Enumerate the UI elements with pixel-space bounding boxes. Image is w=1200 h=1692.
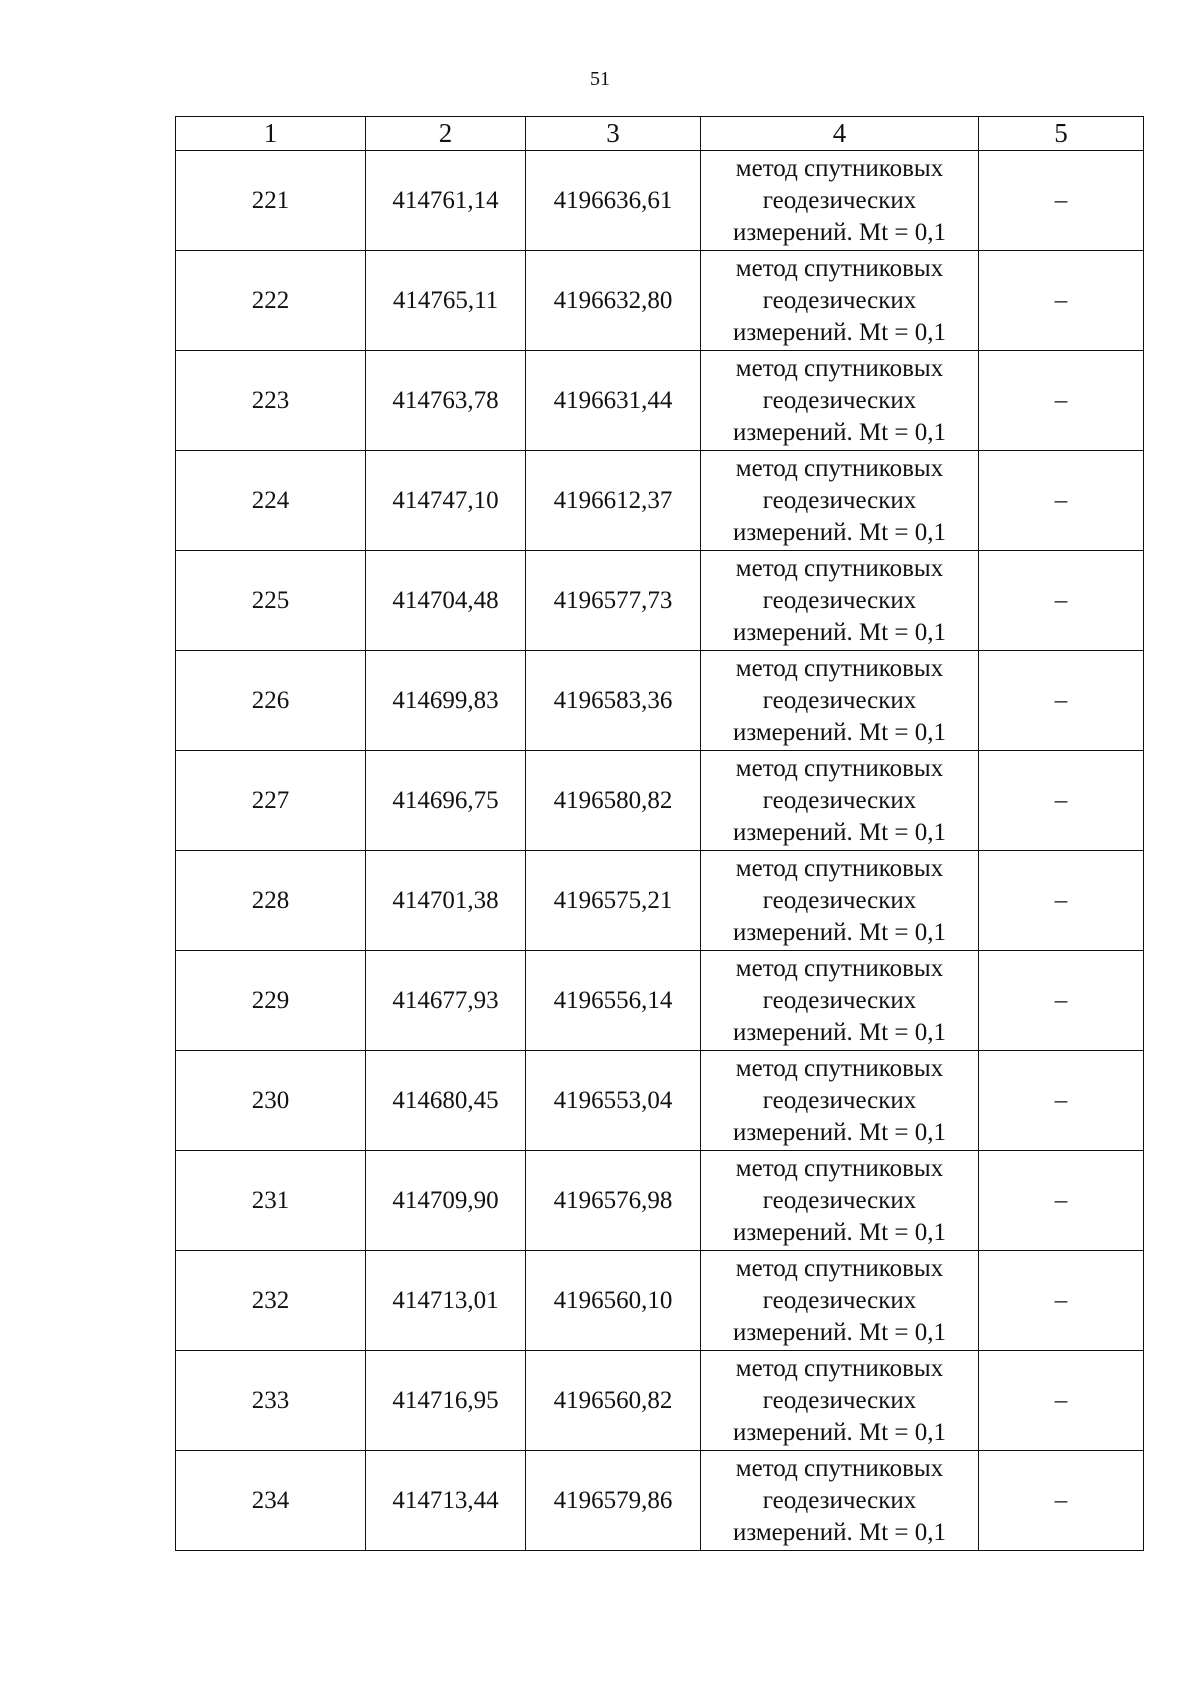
point-number-cell: 234 bbox=[176, 1451, 366, 1551]
point-number-cell: 230 bbox=[176, 1051, 366, 1151]
method-line: метод спутниковых bbox=[735, 454, 944, 482]
method-line: измерений. Mt = 0,1 bbox=[732, 618, 947, 646]
method-cell bbox=[701, 651, 979, 751]
table-row bbox=[176, 351, 1144, 451]
method-cell bbox=[701, 351, 979, 451]
method-line: геодезических bbox=[762, 686, 917, 714]
y-coordinate-cell: 4196577,73 bbox=[526, 551, 701, 651]
x-coordinate-cell: 414765,11 bbox=[366, 251, 526, 351]
method-line: геодезических bbox=[762, 786, 917, 814]
x-coordinate-cell: 414713,01 bbox=[366, 1251, 526, 1351]
point-number-cell: 221 bbox=[176, 151, 366, 251]
method-line: метод спутниковых bbox=[735, 1154, 944, 1182]
point-number-cell: 232 bbox=[176, 1251, 366, 1351]
header-col-2: 2 bbox=[366, 117, 526, 151]
method-line: метод спутниковых bbox=[735, 754, 944, 782]
table-row bbox=[176, 251, 1144, 351]
method-cell bbox=[701, 1051, 979, 1151]
note-cell: – bbox=[979, 151, 1144, 251]
header-col-3: 3 bbox=[526, 117, 701, 151]
x-coordinate-cell: 414704,48 bbox=[366, 551, 526, 651]
note-cell: – bbox=[979, 951, 1144, 1051]
method-line: метод спутниковых bbox=[735, 254, 944, 282]
method-cell bbox=[701, 551, 979, 651]
y-coordinate-cell: 4196583,36 bbox=[526, 651, 701, 751]
method-line: измерений. Mt = 0,1 bbox=[732, 918, 947, 946]
method-line: измерений. Mt = 0,1 bbox=[732, 318, 947, 346]
header-col-1: 1 bbox=[176, 117, 366, 151]
method-line: измерений. Mt = 0,1 bbox=[732, 418, 947, 446]
method-cell bbox=[701, 751, 979, 851]
x-coordinate-cell: 414709,90 bbox=[366, 1151, 526, 1251]
method-line: геодезических bbox=[762, 1486, 917, 1514]
coordinates-table bbox=[175, 116, 1144, 1551]
x-coordinate-cell: 414713,44 bbox=[366, 1451, 526, 1551]
y-coordinate-cell: 4196575,21 bbox=[526, 851, 701, 951]
point-number-cell: 226 bbox=[176, 651, 366, 751]
table-row bbox=[176, 1351, 1144, 1451]
note-cell: – bbox=[979, 1051, 1144, 1151]
point-number-cell: 229 bbox=[176, 951, 366, 1051]
header-col-4: 4 bbox=[701, 117, 979, 151]
table-row bbox=[176, 551, 1144, 651]
method-cell bbox=[701, 1251, 979, 1351]
note-cell: – bbox=[979, 1251, 1144, 1351]
method-line: метод спутниковых bbox=[735, 154, 944, 182]
method-line: геодезических bbox=[762, 886, 917, 914]
y-coordinate-cell: 4196560,82 bbox=[526, 1351, 701, 1451]
method-cell bbox=[701, 1451, 979, 1551]
x-coordinate-cell: 414747,10 bbox=[366, 451, 526, 551]
method-line: метод спутниковых bbox=[735, 954, 944, 982]
method-line: геодезических bbox=[762, 386, 917, 414]
method-line: геодезических bbox=[762, 586, 917, 614]
method-line: измерений. Mt = 0,1 bbox=[732, 818, 947, 846]
note-cell: – bbox=[979, 1451, 1144, 1551]
method-cell bbox=[701, 1151, 979, 1251]
method-cell bbox=[701, 1351, 979, 1451]
x-coordinate-cell: 414699,83 bbox=[366, 651, 526, 751]
y-coordinate-cell: 4196612,37 bbox=[526, 451, 701, 551]
point-number-cell: 222 bbox=[176, 251, 366, 351]
method-line: геодезических bbox=[762, 1286, 917, 1314]
method-line: метод спутниковых bbox=[735, 854, 944, 882]
table-row bbox=[176, 951, 1144, 1051]
note-cell: – bbox=[979, 251, 1144, 351]
x-coordinate-cell: 414716,95 bbox=[366, 1351, 526, 1451]
table-body bbox=[176, 151, 1144, 1551]
method-line: измерений. Mt = 0,1 bbox=[732, 518, 947, 546]
table-row bbox=[176, 1251, 1144, 1351]
x-coordinate-cell: 414761,14 bbox=[366, 151, 526, 251]
table-row bbox=[176, 451, 1144, 551]
point-number-cell: 233 bbox=[176, 1351, 366, 1451]
method-line: измерений. Mt = 0,1 bbox=[732, 1018, 947, 1046]
note-cell: – bbox=[979, 751, 1144, 851]
method-line: геодезических bbox=[762, 1386, 917, 1414]
y-coordinate-cell: 4196556,14 bbox=[526, 951, 701, 1051]
method-line: геодезических bbox=[762, 1086, 917, 1114]
method-cell bbox=[701, 951, 979, 1051]
point-number-cell: 231 bbox=[176, 1151, 366, 1251]
note-cell: – bbox=[979, 551, 1144, 651]
method-line: метод спутниковых bbox=[735, 1054, 944, 1082]
method-line: метод спутниковых bbox=[735, 1354, 944, 1382]
method-line: метод спутниковых bbox=[735, 1254, 944, 1282]
note-cell: – bbox=[979, 651, 1144, 751]
x-coordinate-cell: 414696,75 bbox=[366, 751, 526, 851]
method-cell bbox=[701, 451, 979, 551]
table-row bbox=[176, 1051, 1144, 1151]
method-line: геодезических bbox=[762, 286, 917, 314]
x-coordinate-cell: 414701,38 bbox=[366, 851, 526, 951]
method-line: измерений. Mt = 0,1 bbox=[732, 1318, 947, 1346]
point-number-cell: 225 bbox=[176, 551, 366, 651]
table-row bbox=[176, 751, 1144, 851]
y-coordinate-cell: 4196576,98 bbox=[526, 1151, 701, 1251]
method-line: измерений. Mt = 0,1 bbox=[732, 1518, 947, 1546]
point-number-cell: 223 bbox=[176, 351, 366, 451]
method-line: геодезических bbox=[762, 986, 917, 1014]
method-line: геодезических bbox=[762, 1186, 917, 1214]
y-coordinate-cell: 4196560,10 bbox=[526, 1251, 701, 1351]
method-line: метод спутниковых bbox=[735, 354, 944, 382]
point-number-cell: 224 bbox=[176, 451, 366, 551]
y-coordinate-cell: 4196553,04 bbox=[526, 1051, 701, 1151]
note-cell: – bbox=[979, 1351, 1144, 1451]
x-coordinate-cell: 414763,78 bbox=[366, 351, 526, 451]
y-coordinate-cell: 4196632,80 bbox=[526, 251, 701, 351]
method-line: измерений. Mt = 0,1 bbox=[732, 1418, 947, 1446]
method-line: метод спутниковых bbox=[735, 1454, 944, 1482]
method-line: метод спутниковых bbox=[735, 654, 944, 682]
y-coordinate-cell: 4196580,82 bbox=[526, 751, 701, 851]
header-row bbox=[176, 117, 1144, 151]
point-number-cell: 228 bbox=[176, 851, 366, 951]
table-row bbox=[176, 651, 1144, 751]
method-line: метод спутниковых bbox=[735, 554, 944, 582]
method-line: геодезических bbox=[762, 486, 917, 514]
method-cell bbox=[701, 151, 979, 251]
y-coordinate-cell: 4196579,86 bbox=[526, 1451, 701, 1551]
table-row bbox=[176, 851, 1144, 951]
page-number: 51 bbox=[590, 68, 610, 90]
method-cell bbox=[701, 851, 979, 951]
note-cell: – bbox=[979, 1151, 1144, 1251]
method-line: измерений. Mt = 0,1 bbox=[732, 718, 947, 746]
x-coordinate-cell: 414677,93 bbox=[366, 951, 526, 1051]
note-cell: – bbox=[979, 851, 1144, 951]
y-coordinate-cell: 4196631,44 bbox=[526, 351, 701, 451]
y-coordinate-cell: 4196636,61 bbox=[526, 151, 701, 251]
note-cell: – bbox=[979, 351, 1144, 451]
point-number-cell: 227 bbox=[176, 751, 366, 851]
method-line: измерений. Mt = 0,1 bbox=[732, 218, 947, 246]
table-row bbox=[176, 1451, 1144, 1551]
header-col-5: 5 bbox=[979, 117, 1144, 151]
note-cell: – bbox=[979, 451, 1144, 551]
table-row bbox=[176, 1151, 1144, 1251]
table-row bbox=[176, 151, 1144, 251]
x-coordinate-cell: 414680,45 bbox=[366, 1051, 526, 1151]
method-cell bbox=[701, 251, 979, 351]
method-line: геодезических bbox=[762, 186, 917, 214]
method-line: измерений. Mt = 0,1 bbox=[732, 1218, 947, 1246]
method-line: измерений. Mt = 0,1 bbox=[732, 1118, 947, 1146]
